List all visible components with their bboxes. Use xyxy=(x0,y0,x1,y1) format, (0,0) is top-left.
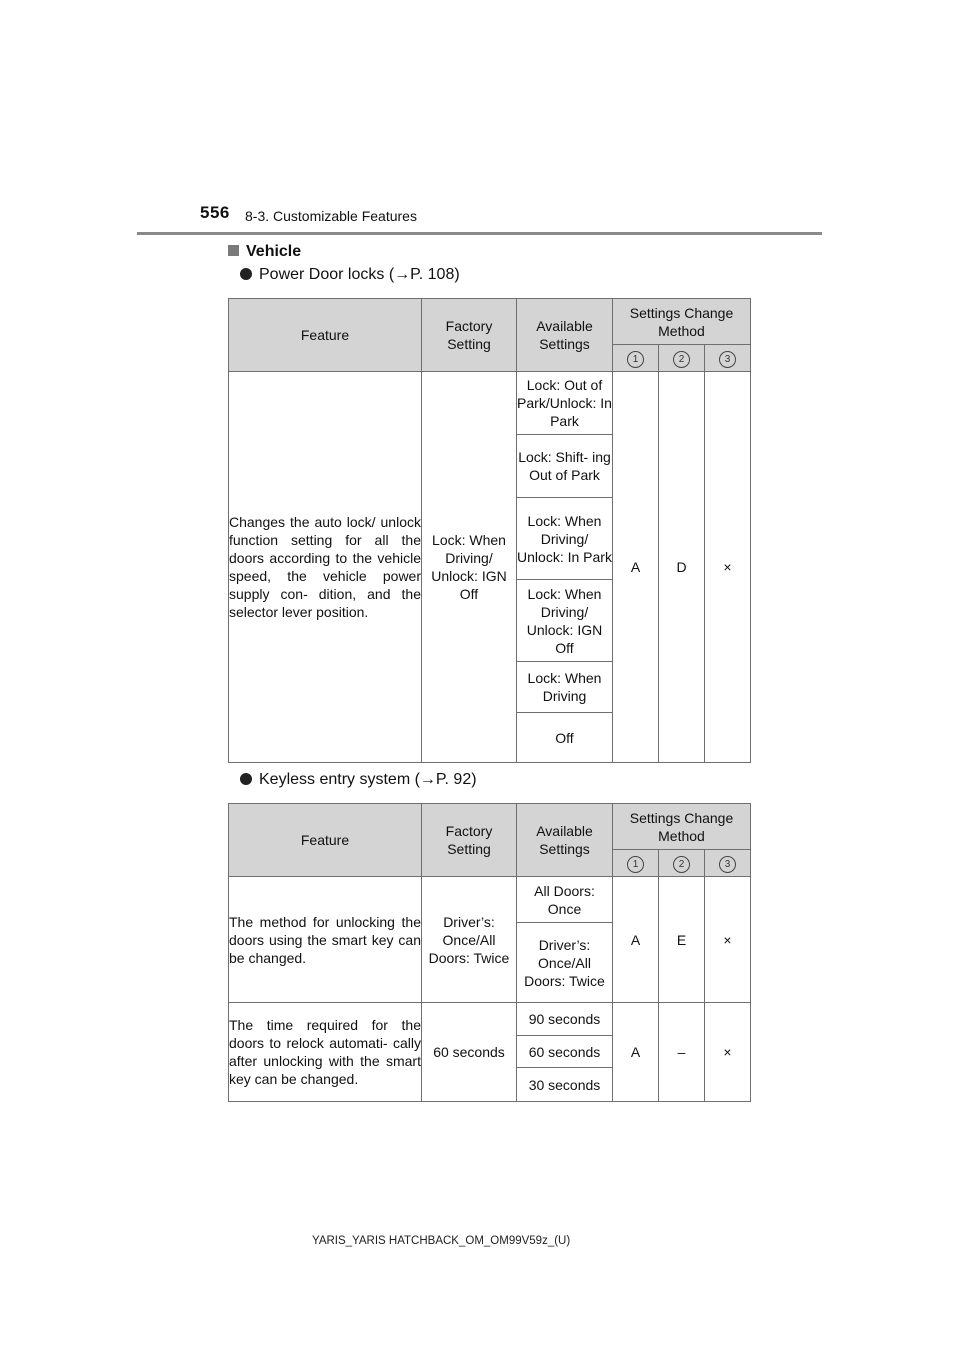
header-method-3 xyxy=(705,345,751,372)
circled-number-3-icon: 3 xyxy=(719,351,736,368)
circled-number-1-icon: 1 xyxy=(627,856,644,873)
header-factory-setting: Factory Setting xyxy=(422,299,517,372)
bullet-power-door-locks xyxy=(240,266,460,284)
available-setting: 30 seconds xyxy=(517,1068,613,1102)
bullet-keyless-entry xyxy=(240,771,477,789)
keyless-entry-table xyxy=(228,803,751,1102)
circled-number-2-icon: 2 xyxy=(673,351,690,368)
available-setting: 60 seconds xyxy=(517,1036,613,1068)
square-bullet-icon xyxy=(228,245,239,256)
method-3-value: × xyxy=(705,372,751,763)
available-setting: Lock: Out of Park/Unlock: In Park xyxy=(517,372,613,435)
header-method-1 xyxy=(613,345,659,372)
feature-description: Changes the auto lock/ unlock function setting for all the doors according to the vehicle speed, the vehicle power supply con- dition, and the selector lever position. xyxy=(229,372,422,763)
header-feature: Feature xyxy=(229,299,422,372)
footer-doc-id: YARIS_YARIS HATCHBACK_OM_OM99V59z_(U) xyxy=(312,1235,571,1247)
available-setting: Off xyxy=(517,713,613,763)
available-setting: Lock: When Driving/ Unlock: IGN Off xyxy=(517,580,613,662)
method-2-value: – xyxy=(659,1003,705,1102)
power-door-locks-table xyxy=(228,298,751,763)
header-divider xyxy=(137,232,822,235)
header-factory-setting: Factory Setting xyxy=(422,804,517,877)
circled-number-3-icon: 3 xyxy=(719,856,736,873)
available-setting: 90 seconds xyxy=(517,1003,613,1036)
page-number: 556 xyxy=(200,203,230,222)
feature-description: The method for unlocking the doors using the smart key can be changed. xyxy=(229,877,422,1003)
section-title: 8-3. Customizable Features xyxy=(245,208,417,224)
header-settings-change-method: Settings Change Method xyxy=(613,804,751,850)
available-setting: All Doors: Once xyxy=(517,877,613,923)
factory-setting: 60 seconds xyxy=(422,1003,517,1102)
method-3-value: × xyxy=(705,1003,751,1102)
available-setting: Driver’s: Once/All Doors: Twice xyxy=(517,923,613,1003)
method-2-value: D xyxy=(659,372,705,763)
header-available-settings: Available Settings xyxy=(517,804,613,877)
header-feature: Feature xyxy=(229,804,422,877)
factory-setting: Driver’s: Once/All Doors: Twice xyxy=(422,877,517,1003)
header-method-2 xyxy=(659,850,705,877)
header-available-settings: Available Settings xyxy=(517,299,613,372)
header-method-3 xyxy=(705,850,751,877)
method-1-value: A xyxy=(613,1003,659,1102)
heading-vehicle xyxy=(228,243,301,261)
factory-setting: Lock: When Driving/ Unlock: IGN Off xyxy=(422,372,517,763)
header-method-2 xyxy=(659,345,705,372)
available-setting: Lock: Shift- ing Out of Park xyxy=(517,435,613,498)
bullet-text: Keyless entry system (→P. 92) xyxy=(259,771,477,788)
header-method-1 xyxy=(613,850,659,877)
circled-number-1-icon: 1 xyxy=(627,351,644,368)
heading-text: Vehicle xyxy=(246,243,302,260)
bullet-dot-icon xyxy=(240,268,252,280)
header-settings-change-method: Settings Change Method xyxy=(613,299,751,345)
method-1-value: A xyxy=(613,877,659,1003)
available-setting: Lock: When Driving xyxy=(517,662,613,713)
bullet-text: Power Door locks (→P. 108) xyxy=(259,266,460,283)
method-1-value: A xyxy=(613,372,659,763)
bullet-dot-icon xyxy=(240,773,252,785)
method-2-value: E xyxy=(659,877,705,1003)
method-3-value: × xyxy=(705,877,751,1003)
feature-description: The time required for the doors to relock automati- cally after unlocking with the smart key can be changed. xyxy=(229,1003,422,1102)
circled-number-2-icon: 2 xyxy=(673,856,690,873)
available-setting: Lock: When Driving/ Unlock: In Park xyxy=(517,498,613,580)
